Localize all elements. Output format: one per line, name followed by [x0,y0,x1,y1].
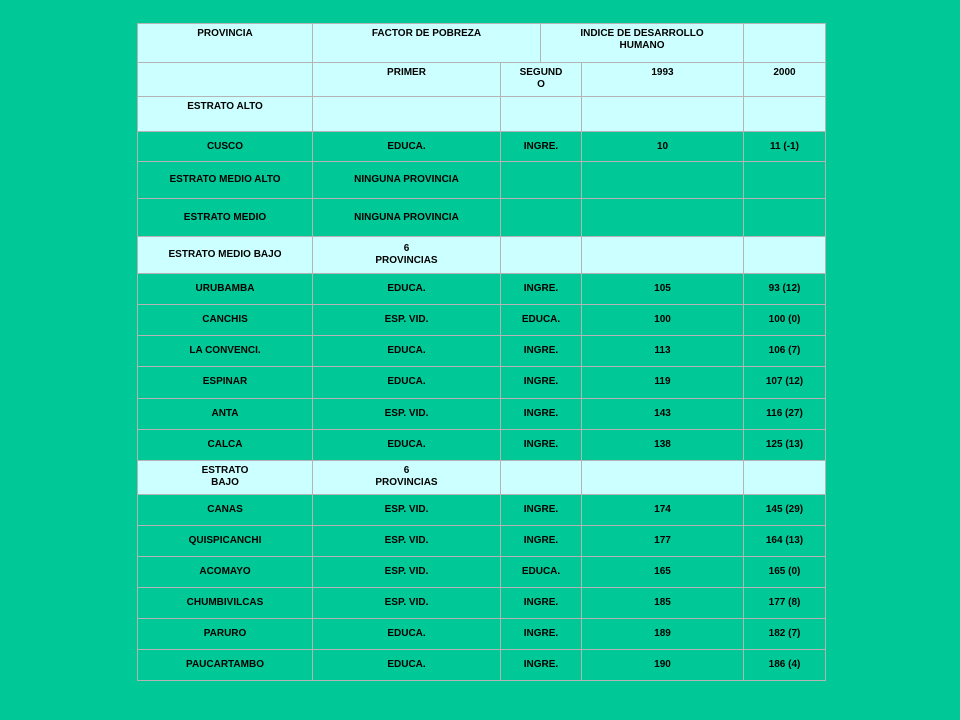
table-row [138,336,826,367]
idh-2000-cell: 164 (13) [744,525,826,556]
idh-1993-cell: 185 [582,587,744,618]
primer-factor-cell: EDUCA. [313,367,501,398]
empty-cell [501,162,582,199]
table-row [138,429,826,460]
stratum-label: ESTRATO MEDIO BAJO [138,237,313,274]
primer-factor-cell: EDUCA. [313,132,501,162]
stratum-count: 6 PROVINCIAS [313,460,501,494]
idh-2000-cell: 93 (12) [744,274,826,305]
idh-1993-cell: 190 [582,649,744,680]
poverty-index-table [137,23,826,681]
segundo-factor-cell: INGRE. [501,525,582,556]
segundo-factor-cell: EDUCA. [501,305,582,336]
table-row [138,132,826,162]
stratum-label: ESTRATO MEDIO [138,199,313,237]
provincia-cell: QUISPICANCHI [138,525,313,556]
header-provincia: PROVINCIA [138,24,313,63]
idh-1993-cell: 138 [582,429,744,460]
primer-factor-cell: ESP. VID. [313,305,501,336]
empty-cell [744,199,826,237]
idh-1993-cell: 189 [582,618,744,649]
empty-cell [501,199,582,237]
idh-2000-cell: 100 (0) [744,305,826,336]
idh-1993-cell: 143 [582,398,744,429]
stratum-row-medio-alto [138,162,826,199]
segundo-factor-cell: INGRE. [501,336,582,367]
segundo-factor-cell: INGRE. [501,494,582,525]
empty-cell [313,97,501,132]
empty-cell [501,460,582,494]
stratum-row-medio-bajo [138,237,826,274]
provincia-cell: CHUMBIVILCAS [138,587,313,618]
provincia-cell: URUBAMBA [138,274,313,305]
segundo-factor-cell: INGRE. [501,398,582,429]
provincia-cell: ESPINAR [138,367,313,398]
header-segundo: SEGUND O [501,63,582,97]
header-empty-cell [138,63,313,97]
idh-2000-cell: 165 (0) [744,556,826,587]
stratum-note: NINGUNA PROVINCIA [313,199,501,237]
empty-cell [501,237,582,274]
table-row [138,587,826,618]
empty-cell [744,237,826,274]
stratum-label: ESTRATO ALTO [138,97,313,132]
table-row [138,494,826,525]
idh-2000-cell: 177 (8) [744,587,826,618]
provincia-cell: CANAS [138,494,313,525]
segundo-factor-cell: EDUCA. [501,556,582,587]
segundo-factor-cell: INGRE. [501,618,582,649]
empty-cell [744,97,826,132]
empty-cell [582,97,744,132]
table-row [138,305,826,336]
idh-1993-cell: 113 [582,336,744,367]
idh-2000-cell: 182 (7) [744,618,826,649]
idh-2000-cell: 107 (12) [744,367,826,398]
provincia-cell: CALCA [138,429,313,460]
idh-1993-cell: 165 [582,556,744,587]
empty-cell [582,162,744,199]
header-row-1 [138,24,826,63]
empty-cell [744,162,826,199]
empty-cell [501,97,582,132]
idh-2000-cell: 11 (-1) [744,132,826,162]
segundo-factor-cell: INGRE. [501,587,582,618]
primer-factor-cell: ESP. VID. [313,525,501,556]
idh-1993-cell: 174 [582,494,744,525]
provincia-cell: LA CONVENCI. [138,336,313,367]
header-factor-pobreza: FACTOR DE POBREZA [313,24,541,63]
primer-factor-cell: ESP. VID. [313,587,501,618]
stratum-note: NINGUNA PROVINCIA [313,162,501,199]
segundo-factor-cell: INGRE. [501,132,582,162]
idh-1993-cell: 119 [582,367,744,398]
table-row [138,274,826,305]
provincia-cell: CUSCO [138,132,313,162]
provincia-cell: ACOMAYO [138,556,313,587]
idh-1993-cell: 177 [582,525,744,556]
segundo-factor-cell: INGRE. [501,274,582,305]
table-row [138,398,826,429]
provincia-cell: ANTA [138,398,313,429]
provincia-cell: PAUCARTAMBO [138,649,313,680]
header-row-2 [138,63,826,97]
table-row [138,367,826,398]
primer-factor-cell: ESP. VID. [313,398,501,429]
stratum-row-alto [138,97,826,132]
table-row [138,649,826,680]
idh-1993-cell: 105 [582,274,744,305]
segundo-factor-cell: INGRE. [501,429,582,460]
empty-cell [582,199,744,237]
table-row [138,556,826,587]
idh-2000-cell: 145 (29) [744,494,826,525]
provincia-cell: PARURO [138,618,313,649]
header-primer: PRIMER [313,63,501,97]
header-indice-desarrollo: INDICE DE DESARROLLO HUMANO [541,24,744,63]
stratum-count: 6 PROVINCIAS [313,237,501,274]
stratum-label: ESTRATO BAJO [138,460,313,494]
primer-factor-cell: EDUCA. [313,649,501,680]
idh-1993-cell: 100 [582,305,744,336]
idh-2000-cell: 125 (13) [744,429,826,460]
empty-cell [744,460,826,494]
primer-factor-cell: EDUCA. [313,618,501,649]
primer-factor-cell: EDUCA. [313,429,501,460]
primer-factor-cell: EDUCA. [313,274,501,305]
segundo-factor-cell: INGRE. [501,367,582,398]
idh-2000-cell: 116 (27) [744,398,826,429]
idh-2000-cell: 106 (7) [744,336,826,367]
header-2000: 2000 [744,63,826,97]
empty-cell [582,237,744,274]
stratum-row-medio [138,199,826,237]
primer-factor-cell: EDUCA. [313,336,501,367]
table-row [138,618,826,649]
primer-factor-cell: ESP. VID. [313,556,501,587]
empty-cell [582,460,744,494]
stratum-row-bajo [138,460,826,494]
idh-1993-cell: 10 [582,132,744,162]
table-row [138,525,826,556]
header-empty-cell [744,24,826,63]
stratum-label: ESTRATO MEDIO ALTO [138,162,313,199]
primer-factor-cell: ESP. VID. [313,494,501,525]
provincia-cell: CANCHIS [138,305,313,336]
segundo-factor-cell: INGRE. [501,649,582,680]
header-1993: 1993 [582,63,744,97]
idh-2000-cell: 186 (4) [744,649,826,680]
